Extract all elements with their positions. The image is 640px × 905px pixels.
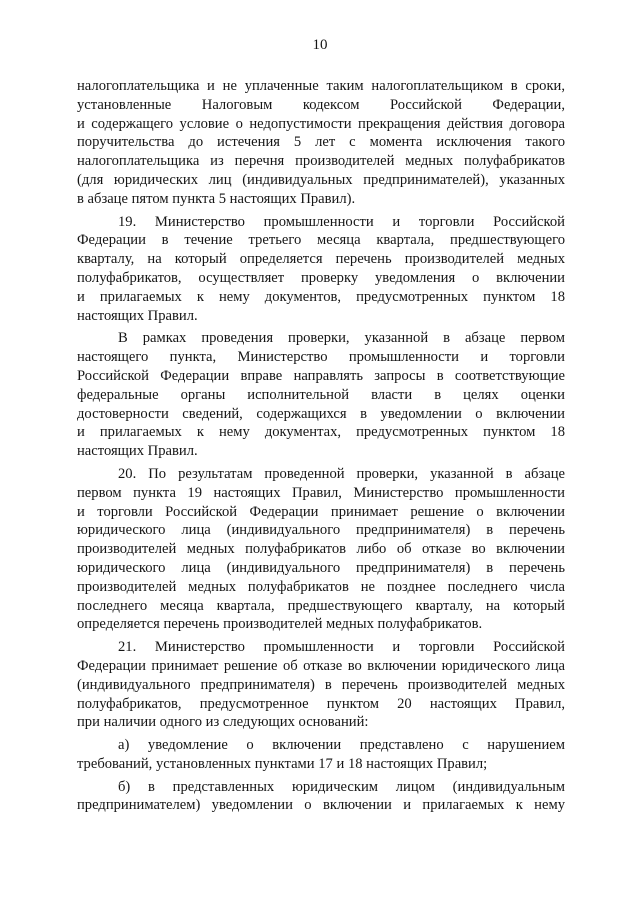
text-line: налогоплательщика и не уплаченные таким налогоплательщиком в сроки, bbox=[77, 78, 565, 94]
text-line: производителей медных полуфабрикатов либо об отказе во включении bbox=[77, 541, 565, 558]
text-line: при наличии одного из следующих оснований: bbox=[77, 714, 369, 731]
paragraph-item-19 bbox=[77, 213, 565, 326]
text-line: настоящих Правил. bbox=[77, 443, 198, 460]
text-line: 20. По результатам проведенной проверки, указанной в абзаце bbox=[118, 465, 565, 482]
text-line: последнего месяца квартала, предшествующего кварталу, на который bbox=[77, 597, 565, 614]
text-line: требований, установленных пунктами 17 и 18 настоящих Правил; bbox=[77, 755, 488, 772]
document-body bbox=[77, 77, 565, 815]
text-line: предпринимателем) уведомлении о включении и прилагаемых к нему bbox=[77, 797, 565, 814]
subitem-b bbox=[77, 778, 565, 816]
text-line: и прилагаемых к нему документов, предусмотренных пунктом 18 bbox=[77, 288, 565, 305]
text-line: настоящего пункта, Министерство промышленности и торговли bbox=[77, 349, 565, 366]
text-line: установленные Налоговым кодексом Российской Федерации, bbox=[77, 96, 565, 113]
text-line: полуфабрикатов, предусмотренное пунктом 20 настоящих Правил, bbox=[77, 695, 565, 712]
text-line: В рамках проведения проверки, указанной в абзаце первом bbox=[118, 330, 565, 347]
text-line: Российской Федерации вправе направлять запросы в соответствующие bbox=[77, 367, 565, 384]
text-line: б) в представленных юридическим лицом (индивидуальным bbox=[118, 778, 565, 795]
text-line: и содержащего условие о недопустимости прекращения действия договора bbox=[77, 115, 565, 132]
paragraph-continuation bbox=[77, 77, 565, 209]
text-line: федеральные органы исполнительной власти в целях оценки bbox=[77, 386, 565, 403]
text-line: достоверности сведений, содержащихся в уведомлении о включении bbox=[77, 405, 565, 422]
text-line: юридического лица (индивидуального предпринимателя) в перечень bbox=[77, 522, 565, 539]
text-line: Федерации в течение третьего месяца квартала, предшествующего bbox=[77, 232, 565, 249]
paragraph-item-19-verification bbox=[77, 329, 565, 461]
text-line: поручительства до истечения 5 лет с момента исключения такого bbox=[77, 134, 565, 151]
text-line: 21. Министерство промышленности и торговли Российской bbox=[118, 639, 565, 656]
text-line: налогоплательщика из перечня производителей медных полуфабрикатов bbox=[77, 153, 565, 170]
text-line: а) уведомление о включении представлено с нарушением bbox=[118, 737, 565, 754]
text-line: настоящих Правил. bbox=[77, 307, 198, 324]
text-line: Федерации принимает решение об отказе во включении юридического лица bbox=[77, 657, 565, 674]
text-line: кварталу, на который определяется перечень производителей медных bbox=[77, 251, 565, 268]
text-line: полуфабрикатов, осуществляет проверку уведомления о включении bbox=[77, 269, 565, 286]
text-line: (для юридических лиц (индивидуальных предпринимателей), указанных bbox=[77, 171, 565, 188]
text-line: определяется перечень производителей медных полуфабрикатов. bbox=[77, 616, 483, 633]
text-line: и торговли Российской Федерации принимает решение о включении bbox=[77, 503, 565, 520]
subitem-a bbox=[77, 736, 565, 774]
paragraph-item-21 bbox=[77, 638, 565, 732]
text-line: производителей медных полуфабрикатов не позднее последнего числа bbox=[77, 578, 565, 595]
paragraph-item-20 bbox=[77, 465, 565, 634]
text-line: юридического лица (индивидуального предпринимателя) в перечень bbox=[77, 559, 565, 576]
text-line: и прилагаемых к нему документах, предусмотренных пунктом 18 bbox=[77, 424, 565, 441]
page-number: 10 bbox=[312, 37, 328, 53]
text-line: (индивидуального предпринимателя) в перечень производителей медных bbox=[77, 676, 565, 693]
text-line: первом пункта 19 настоящих Правил, Министерство промышленности bbox=[77, 484, 565, 501]
text-line: в абзаце пятом пункта 5 настоящих Правил). bbox=[77, 190, 356, 207]
text-line: 19. Министерство промышленности и торговли Российской bbox=[118, 213, 565, 230]
